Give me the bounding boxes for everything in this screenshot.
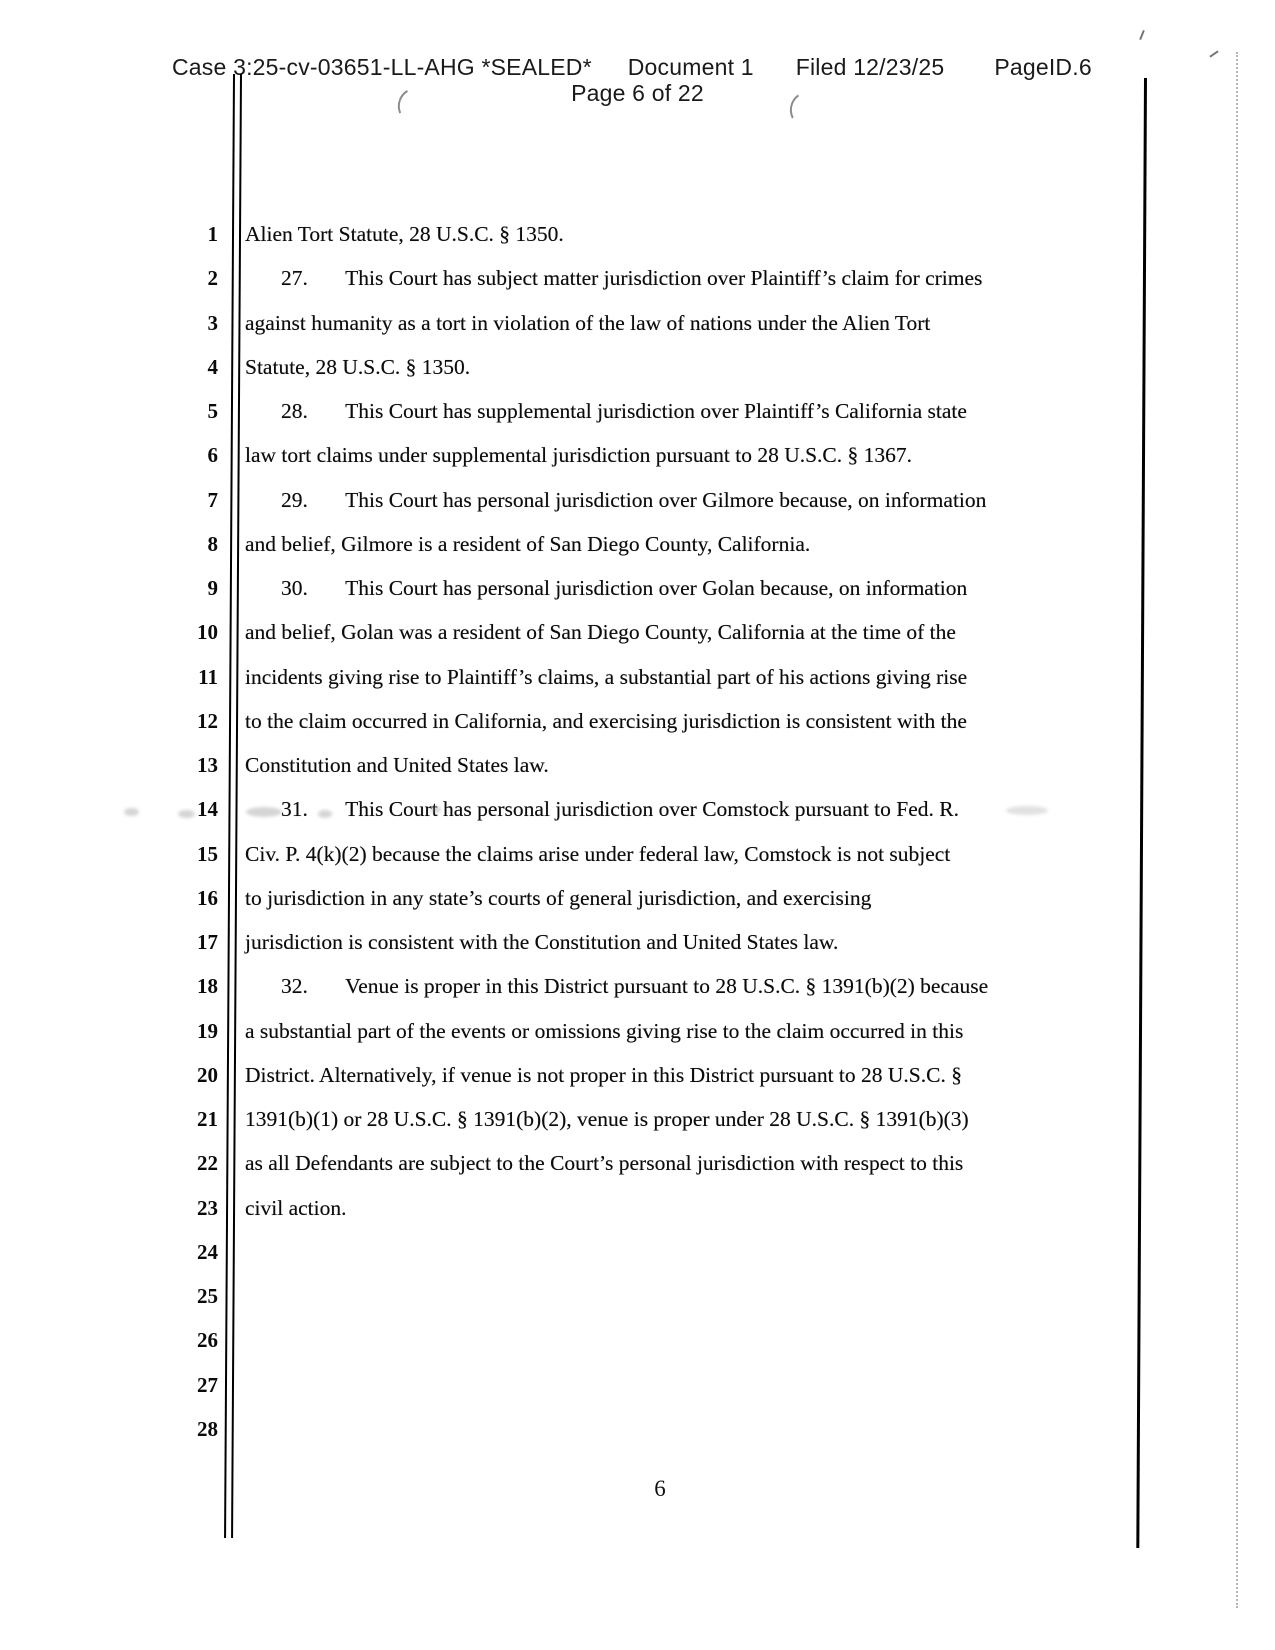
- line-text: and belief, Golan was a resident of San Diego County, California at the time of the: [245, 620, 956, 645]
- line-text: [218, 1363, 1150, 1407]
- line-number: 5: [207, 399, 218, 423]
- pleading-line: [0, 1407, 1150, 1451]
- scan-edge-artifact-line: [1236, 52, 1238, 1608]
- pleading-line: [0, 212, 1150, 256]
- pleading-line: [0, 1230, 1150, 1274]
- scan-smudge-artifact: [430, 806, 441, 813]
- pageid-label: PageID.6: [994, 54, 1092, 80]
- pleading-body: [0, 212, 1150, 1451]
- pleading-line: [0, 256, 1150, 300]
- line-text: 31. This Court has personal jurisdiction over Comstock pursuant to Fed. R.: [281, 797, 959, 822]
- pleading-line: [0, 655, 1150, 699]
- line-number: 8: [207, 531, 218, 556]
- pleading-line: [0, 1141, 1150, 1185]
- line-number: 22: [197, 1151, 218, 1176]
- line-number: 24: [197, 1239, 218, 1264]
- line-text: 1391(b)(1) or 28 U.S.C. § 1391(b)(2), venue is proper under 28 U.S.C. § 1391(b)(3): [245, 1107, 969, 1131]
- line-number: 9: [207, 576, 218, 600]
- line-number: 23: [197, 1195, 218, 1220]
- pleading-line: [0, 832, 1150, 876]
- line-text: Constitution and United States law.: [245, 753, 549, 777]
- line-text: law tort claims under supplemental jurisdiction pursuant to 28 U.S.C. § 1367.: [245, 443, 913, 468]
- line-number: 10: [197, 620, 218, 645]
- scan-smudge-artifact: [246, 807, 282, 817]
- line-text: incidents giving rise to Plaintiff’s claims, a substantial part of his actions giving rise: [245, 664, 968, 689]
- pleading-line: [0, 522, 1150, 566]
- line-text: to jurisdiction in any state’s courts of general jurisdiction, and exercising: [245, 885, 872, 910]
- line-number: 16: [197, 885, 218, 910]
- line-number: 1: [207, 222, 218, 246]
- line-text: 28. This Court has supplemental jurisdiction over Plaintiff’s California state: [281, 399, 967, 423]
- line-number: 17: [197, 930, 218, 954]
- pleading-line: [0, 433, 1150, 477]
- line-number: 28: [197, 1416, 218, 1441]
- line-text: [218, 1407, 1150, 1451]
- pleading-line: [0, 876, 1150, 920]
- pleading-line: [0, 1318, 1150, 1362]
- pleading-line: [0, 1053, 1150, 1097]
- line-text: 27. This Court has subject matter jurisdiction over Plaintiff’s claim for crimes: [281, 266, 983, 291]
- scan-tick-artifact: [1209, 50, 1218, 57]
- scan-smudge-artifact: [178, 810, 195, 818]
- scan-smudge-artifact: [1006, 806, 1048, 815]
- scan-smudge-artifact: [318, 810, 332, 818]
- line-number: 15: [197, 841, 218, 866]
- line-number: 25: [197, 1284, 218, 1308]
- line-text: civil action.: [245, 1195, 347, 1220]
- pleading-line: [0, 920, 1150, 964]
- line-text: a substantial part of the events or omissions giving rise to the claim occurred in this: [245, 1018, 964, 1043]
- line-text: to the claim occurred in California, and exercising jurisdiction is consistent with the: [245, 708, 967, 733]
- line-text: Statute, 28 U.S.C. § 1350.: [245, 354, 471, 379]
- line-text: as all Defendants are subject to the Court’s personal jurisdiction with respect to this: [245, 1151, 964, 1176]
- pleading-line: [0, 566, 1150, 610]
- pacer-page-count-label: Page 6 of 22: [571, 80, 704, 106]
- line-number: 18: [197, 974, 218, 999]
- line-number: 14: [197, 797, 218, 822]
- line-number: 12: [197, 708, 218, 733]
- pleading-line: [0, 301, 1150, 345]
- pleading-line: [0, 1363, 1150, 1407]
- line-text: [218, 1274, 1150, 1318]
- line-number: 20: [197, 1062, 218, 1087]
- line-text: District. Alternatively, if venue is not proper in this District pursuant to 28 U.S.C. §: [245, 1062, 962, 1087]
- pleading-line: [0, 478, 1150, 522]
- pleading-line: [0, 1009, 1150, 1053]
- line-number: 2: [207, 266, 218, 291]
- line-number: 21: [197, 1107, 218, 1131]
- line-number: 27: [197, 1372, 218, 1397]
- line-number: 13: [197, 753, 218, 777]
- line-text: 30. This Court has personal jurisdiction over Golan because, on information: [281, 576, 968, 600]
- document-number-label: Document 1: [627, 54, 754, 80]
- pleading-line: [0, 743, 1150, 787]
- pleading-line: [0, 787, 1150, 831]
- line-number: 19: [197, 1018, 218, 1043]
- line-text: Alien Tort Statute, 28 U.S.C. § 1350.: [245, 222, 564, 246]
- pleading-line: [0, 1186, 1150, 1230]
- line-text: against humanity as a tort in violation of the law of nations under the Alien Tort: [245, 310, 931, 335]
- scan-tick-artifact: [1139, 30, 1145, 40]
- line-text: [218, 1318, 1150, 1362]
- scan-smudge-artifact: [124, 808, 139, 816]
- line-number: 26: [197, 1328, 218, 1353]
- line-text: jurisdiction is consistent with the Constitution and United States law.: [245, 930, 839, 954]
- pleading-line: [0, 699, 1150, 743]
- line-text: and belief, Gilmore is a resident of San Diego County, California.: [245, 531, 811, 556]
- line-text: [218, 1230, 1150, 1274]
- case-number-label: Case 3:25-cv-03651-LL-AHG *SEALED*: [172, 54, 592, 80]
- line-number: 11: [198, 664, 218, 689]
- filed-date-label: Filed 12/23/25: [795, 54, 945, 80]
- line-number: 6: [207, 443, 218, 468]
- pleading-line: [0, 964, 1150, 1008]
- pleading-line: [0, 1274, 1150, 1318]
- line-number: 3: [207, 310, 218, 335]
- line-text: 32. Venue is proper in this District pursuant to 28 U.S.C. § 1391(b)(2) because: [281, 974, 989, 999]
- pacer-header-line: [172, 54, 1092, 81]
- line-text: 29. This Court has personal jurisdiction over Gilmore because, on information: [281, 487, 987, 512]
- line-number: 7: [207, 487, 218, 512]
- line-text: Civ. P. 4(k)(2) because the claims arise under federal law, Comstock is not subject: [245, 841, 951, 866]
- page-number: 6: [654, 1476, 666, 1501]
- line-number: 4: [207, 354, 218, 379]
- pleading-line: [0, 610, 1150, 654]
- pleading-line: [0, 389, 1150, 433]
- pleading-line: [0, 345, 1150, 389]
- pleading-line: [0, 1097, 1150, 1141]
